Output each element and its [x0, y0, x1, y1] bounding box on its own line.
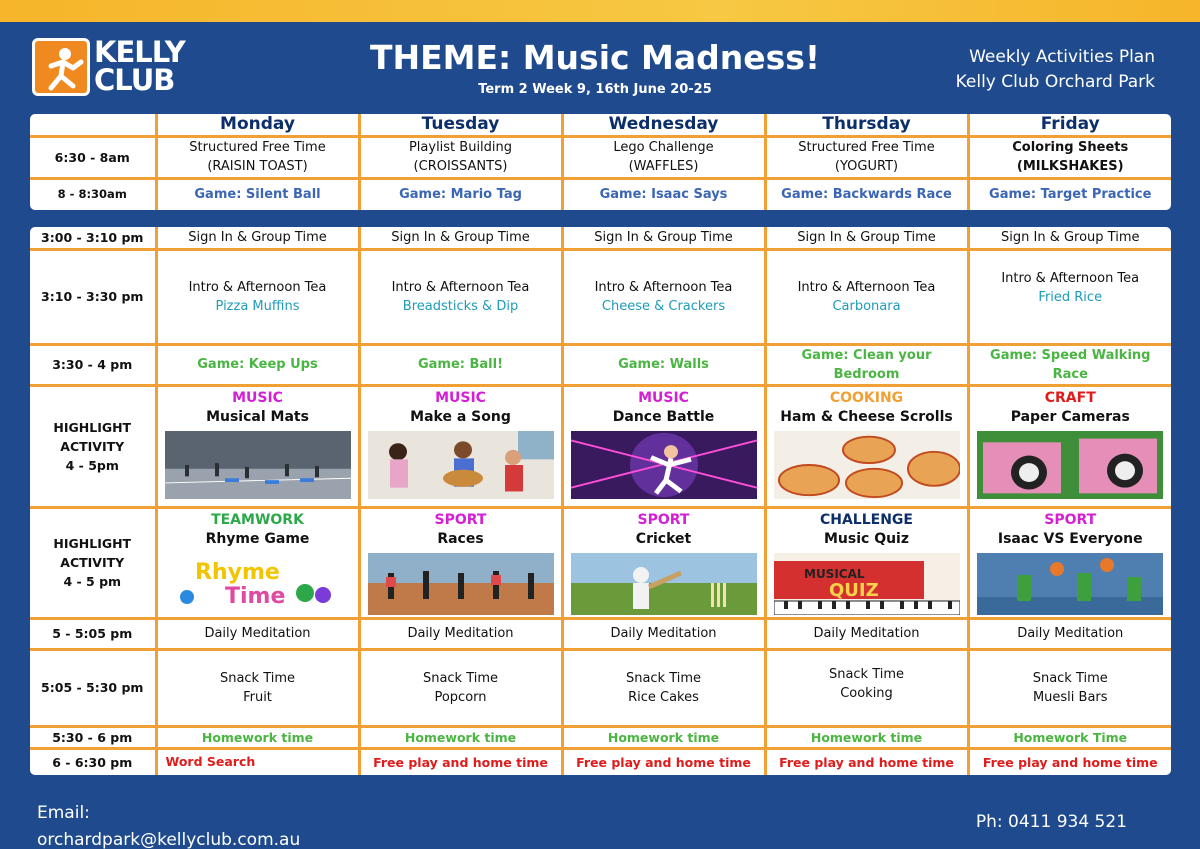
snack-food: Rice Cakes [628, 689, 699, 705]
plan-info [956, 45, 1155, 95]
activity-text: Coloring Sheets [1012, 140, 1129, 155]
tea-cell [968, 249, 1171, 344]
game-cell: Game: Isaac Says [562, 178, 765, 210]
highlight-row [30, 507, 1171, 618]
day-header-row [30, 114, 1171, 136]
camera-icon [977, 431, 1163, 499]
time-cell: 5 - 5:05 pm [30, 618, 156, 649]
time-label: 4 - 5 pm [63, 574, 122, 589]
gym-icon [165, 431, 351, 499]
breakfast-cell [359, 136, 562, 178]
highlight-cell [562, 507, 765, 618]
table-row [30, 249, 1171, 344]
email-label: Email: [37, 803, 90, 823]
time-label: HIGHLIGHT [53, 536, 132, 551]
food-text: (CROISSANTS) [413, 159, 508, 174]
homework-cell: Homework time [765, 726, 968, 748]
activity-label: Music Quiz [823, 530, 910, 547]
breakfast-cell [156, 136, 359, 178]
highlight-cell [765, 385, 968, 507]
breakfast-cell [968, 136, 1171, 178]
table-row [30, 649, 1171, 726]
food-text: (MILKSHAKES) [1016, 159, 1124, 174]
snack-cell [562, 649, 765, 726]
tea-cell [765, 249, 968, 344]
activity-text: Playlist Building [408, 140, 513, 155]
logo-line-1: KELLY [94, 35, 185, 69]
time-cell: 6 - 6:30 pm [30, 748, 156, 775]
table-row [30, 748, 1171, 775]
activity-label: Isaac VS Everyone [997, 530, 1143, 547]
snack-food: Fruit [243, 689, 272, 705]
day-header: Thursday [765, 114, 968, 136]
tea-label: Intro & Afternoon Tea [391, 279, 530, 295]
activity-label: Rhyme Game [205, 530, 310, 547]
category-label: MUSIC [435, 389, 486, 406]
category-label: SPORT [1044, 511, 1097, 528]
tea-cell [359, 249, 562, 344]
day-header: Friday [968, 114, 1171, 136]
email-link[interactable]: orchardpark@kellyclub.com.au [37, 830, 301, 849]
highlight-cell [562, 385, 765, 507]
rhyme-time-icon [165, 553, 351, 611]
category-label: SPORT [434, 511, 487, 528]
tea-label: Intro & Afternoon Tea [797, 279, 936, 295]
tea-label: Intro & Afternoon Tea [188, 279, 327, 295]
table-row [30, 344, 1171, 385]
home-cell: Free play and home time [765, 748, 968, 775]
meditation-cell: Daily Meditation [562, 618, 765, 649]
time-label: HIGHLIGHT [53, 419, 132, 435]
time-cell: 3:30 - 4 pm [30, 344, 156, 385]
game-cell: Game: Clean your Bedroom [765, 344, 968, 385]
signin-cell: Sign In & Group Time [562, 227, 765, 249]
race-icon [368, 553, 554, 615]
home-cell: Free play and home time [982, 754, 1158, 770]
snack-food: Popcorn [434, 689, 487, 705]
picture-text: Rhyme [194, 559, 280, 585]
table-row [30, 178, 1171, 210]
highlight-cell [359, 507, 562, 618]
time-cell: 5:30 - 6 pm [30, 726, 156, 748]
snack-cell [765, 649, 968, 726]
game-cell: Game: Mario Tag [359, 178, 562, 210]
highlight-cell [156, 507, 359, 618]
game-cell: Game: Ball! [359, 344, 562, 385]
activity-label: Ham & Cheese Scrolls [780, 408, 953, 425]
food-text: (RAISIN TOAST) [207, 159, 308, 174]
snack-cell [968, 649, 1171, 726]
tea-food: Carbonara [832, 298, 901, 314]
homework-cell: Homework time [359, 726, 562, 748]
category-label: CHALLENGE [819, 511, 913, 528]
highlight-cell [968, 507, 1171, 618]
table-row [30, 618, 1171, 649]
activity-label: Paper Cameras [1010, 408, 1130, 425]
time-cell: 8 - 8:30am [30, 178, 156, 210]
guitar-icon [368, 431, 554, 499]
homework-cell: Homework time [156, 726, 359, 748]
category-label: TEAMWORK [211, 511, 304, 528]
signin-cell: Sign In & Group Time [765, 227, 968, 249]
highlight-cell [968, 385, 1171, 507]
game-cell: Game: Keep Ups [156, 344, 359, 385]
snack-cell [156, 649, 359, 726]
time-cell: 6:30 - 8am [30, 136, 156, 178]
top-accent-bar [0, 0, 1200, 22]
logo-line-2: CLUB [94, 63, 175, 97]
day-header: Wednesday [562, 114, 765, 136]
plan-location: Kelly Club Orchard Park [955, 72, 1155, 92]
game-cell: Game: Speed Walking Race [968, 344, 1171, 385]
table-row [30, 136, 1171, 178]
tea-cell [562, 249, 765, 344]
kelly-club-logo [32, 35, 192, 98]
runner-icon [32, 38, 90, 96]
category-label: SPORT [637, 511, 690, 528]
table-row [30, 227, 1171, 249]
meditation-cell: Daily Meditation [359, 618, 562, 649]
page-subtitle: Term 2 Week 9, 16th June 20-25 [478, 82, 712, 97]
highlight-cell [156, 385, 359, 507]
picture-text: MUSICAL [803, 566, 865, 581]
time-label: ACTIVITY [60, 438, 125, 454]
food-text: (WAFFLES) [628, 159, 699, 174]
snack-label: Snack Time [1032, 670, 1108, 686]
day-header: Monday [156, 114, 359, 136]
time-label: ACTIVITY [60, 555, 125, 570]
time-cell [30, 385, 156, 507]
quiz-icon [774, 553, 960, 615]
tea-food: Fried Rice [1038, 289, 1103, 305]
activity-label: Races [437, 530, 484, 547]
snack-label: Snack Time [422, 670, 499, 686]
signin-cell: Sign In & Group Time [156, 227, 359, 249]
meditation-cell: Daily Meditation [968, 618, 1171, 649]
snack-food: Cooking [840, 685, 893, 701]
time-cell: 5:05 - 5:30 pm [30, 649, 156, 726]
home-cell: Free play and home time [562, 748, 765, 775]
time-cell: 3:00 - 3:10 pm [30, 227, 156, 249]
snack-label: Snack Time [828, 666, 905, 682]
highlight-row [30, 385, 1171, 507]
game-cell: Game: Walls [562, 344, 765, 385]
ball-game-icon [977, 553, 1163, 615]
day-header: Tuesday [359, 114, 562, 136]
tea-label: Intro & Afternoon Tea [1001, 270, 1140, 286]
home-cell: Word Search [156, 748, 359, 775]
snack-food: Muesli Bars [1032, 689, 1108, 705]
dance-icon [571, 431, 757, 499]
activity-text: Structured Free Time [798, 140, 935, 155]
activity-label: Musical Mats [206, 408, 309, 425]
activity-text: Structured Free Time [189, 140, 326, 155]
home-cell: Free play and home time [359, 748, 562, 775]
picture-text: QUIZ [828, 579, 879, 601]
activity-label: Dance Battle [612, 408, 715, 425]
category-label: MUSIC [638, 389, 689, 406]
time-label: 4 - 5pm [65, 457, 119, 473]
category-label: COOKING [829, 389, 904, 406]
breakfast-cell [562, 136, 765, 178]
tea-food: Pizza Muffins [215, 298, 300, 314]
game-cell: Game: Silent Ball [156, 178, 359, 210]
tea-food: Breadsticks & Dip [402, 298, 519, 314]
activity-label: Make a Song [410, 408, 511, 425]
plan-title: Weekly Activities Plan [969, 47, 1155, 67]
meditation-cell: Daily Meditation [765, 618, 968, 649]
afternoon-schedule [30, 227, 1171, 775]
corner-cell [30, 114, 156, 136]
tea-food: Cheese & Crackers [601, 298, 726, 314]
category-label: CRAFT [1044, 389, 1096, 406]
snack-label: Snack Time [625, 670, 702, 686]
footer-phone: Ph: 0411 934 521 [975, 812, 1127, 832]
snack-label: Snack Time [219, 670, 296, 686]
category-label: MUSIC [232, 389, 283, 406]
meditation-cell: Daily Meditation [156, 618, 359, 649]
footer-email [37, 800, 300, 849]
game-cell: Game: Backwards Race [765, 178, 968, 210]
snack-cell [359, 649, 562, 726]
tea-label: Intro & Afternoon Tea [594, 279, 733, 295]
morning-schedule [30, 114, 1171, 210]
activity-text: Lego Challenge [613, 140, 714, 155]
time-cell: 3:10 - 3:30 pm [30, 249, 156, 344]
scrolls-icon [774, 431, 960, 499]
cricket-icon [571, 553, 757, 615]
game-cell: Game: Target Practice [989, 187, 1152, 203]
page-title: THEME: Music Madness! [369, 38, 820, 77]
table-row [30, 726, 1171, 748]
picture-text: Time [224, 583, 285, 609]
food-text: (YOGURT) [834, 159, 899, 174]
breakfast-cell [765, 136, 968, 178]
signin-cell: Sign In & Group Time [359, 227, 562, 249]
homework-cell: Homework Time [968, 726, 1171, 748]
highlight-cell [359, 385, 562, 507]
time-cell [30, 507, 156, 618]
activity-label: Cricket [635, 530, 692, 547]
signin-cell: Sign In & Group Time [968, 227, 1171, 249]
tea-cell [156, 249, 359, 344]
highlight-cell [765, 507, 968, 618]
homework-cell: Homework time [562, 726, 765, 748]
